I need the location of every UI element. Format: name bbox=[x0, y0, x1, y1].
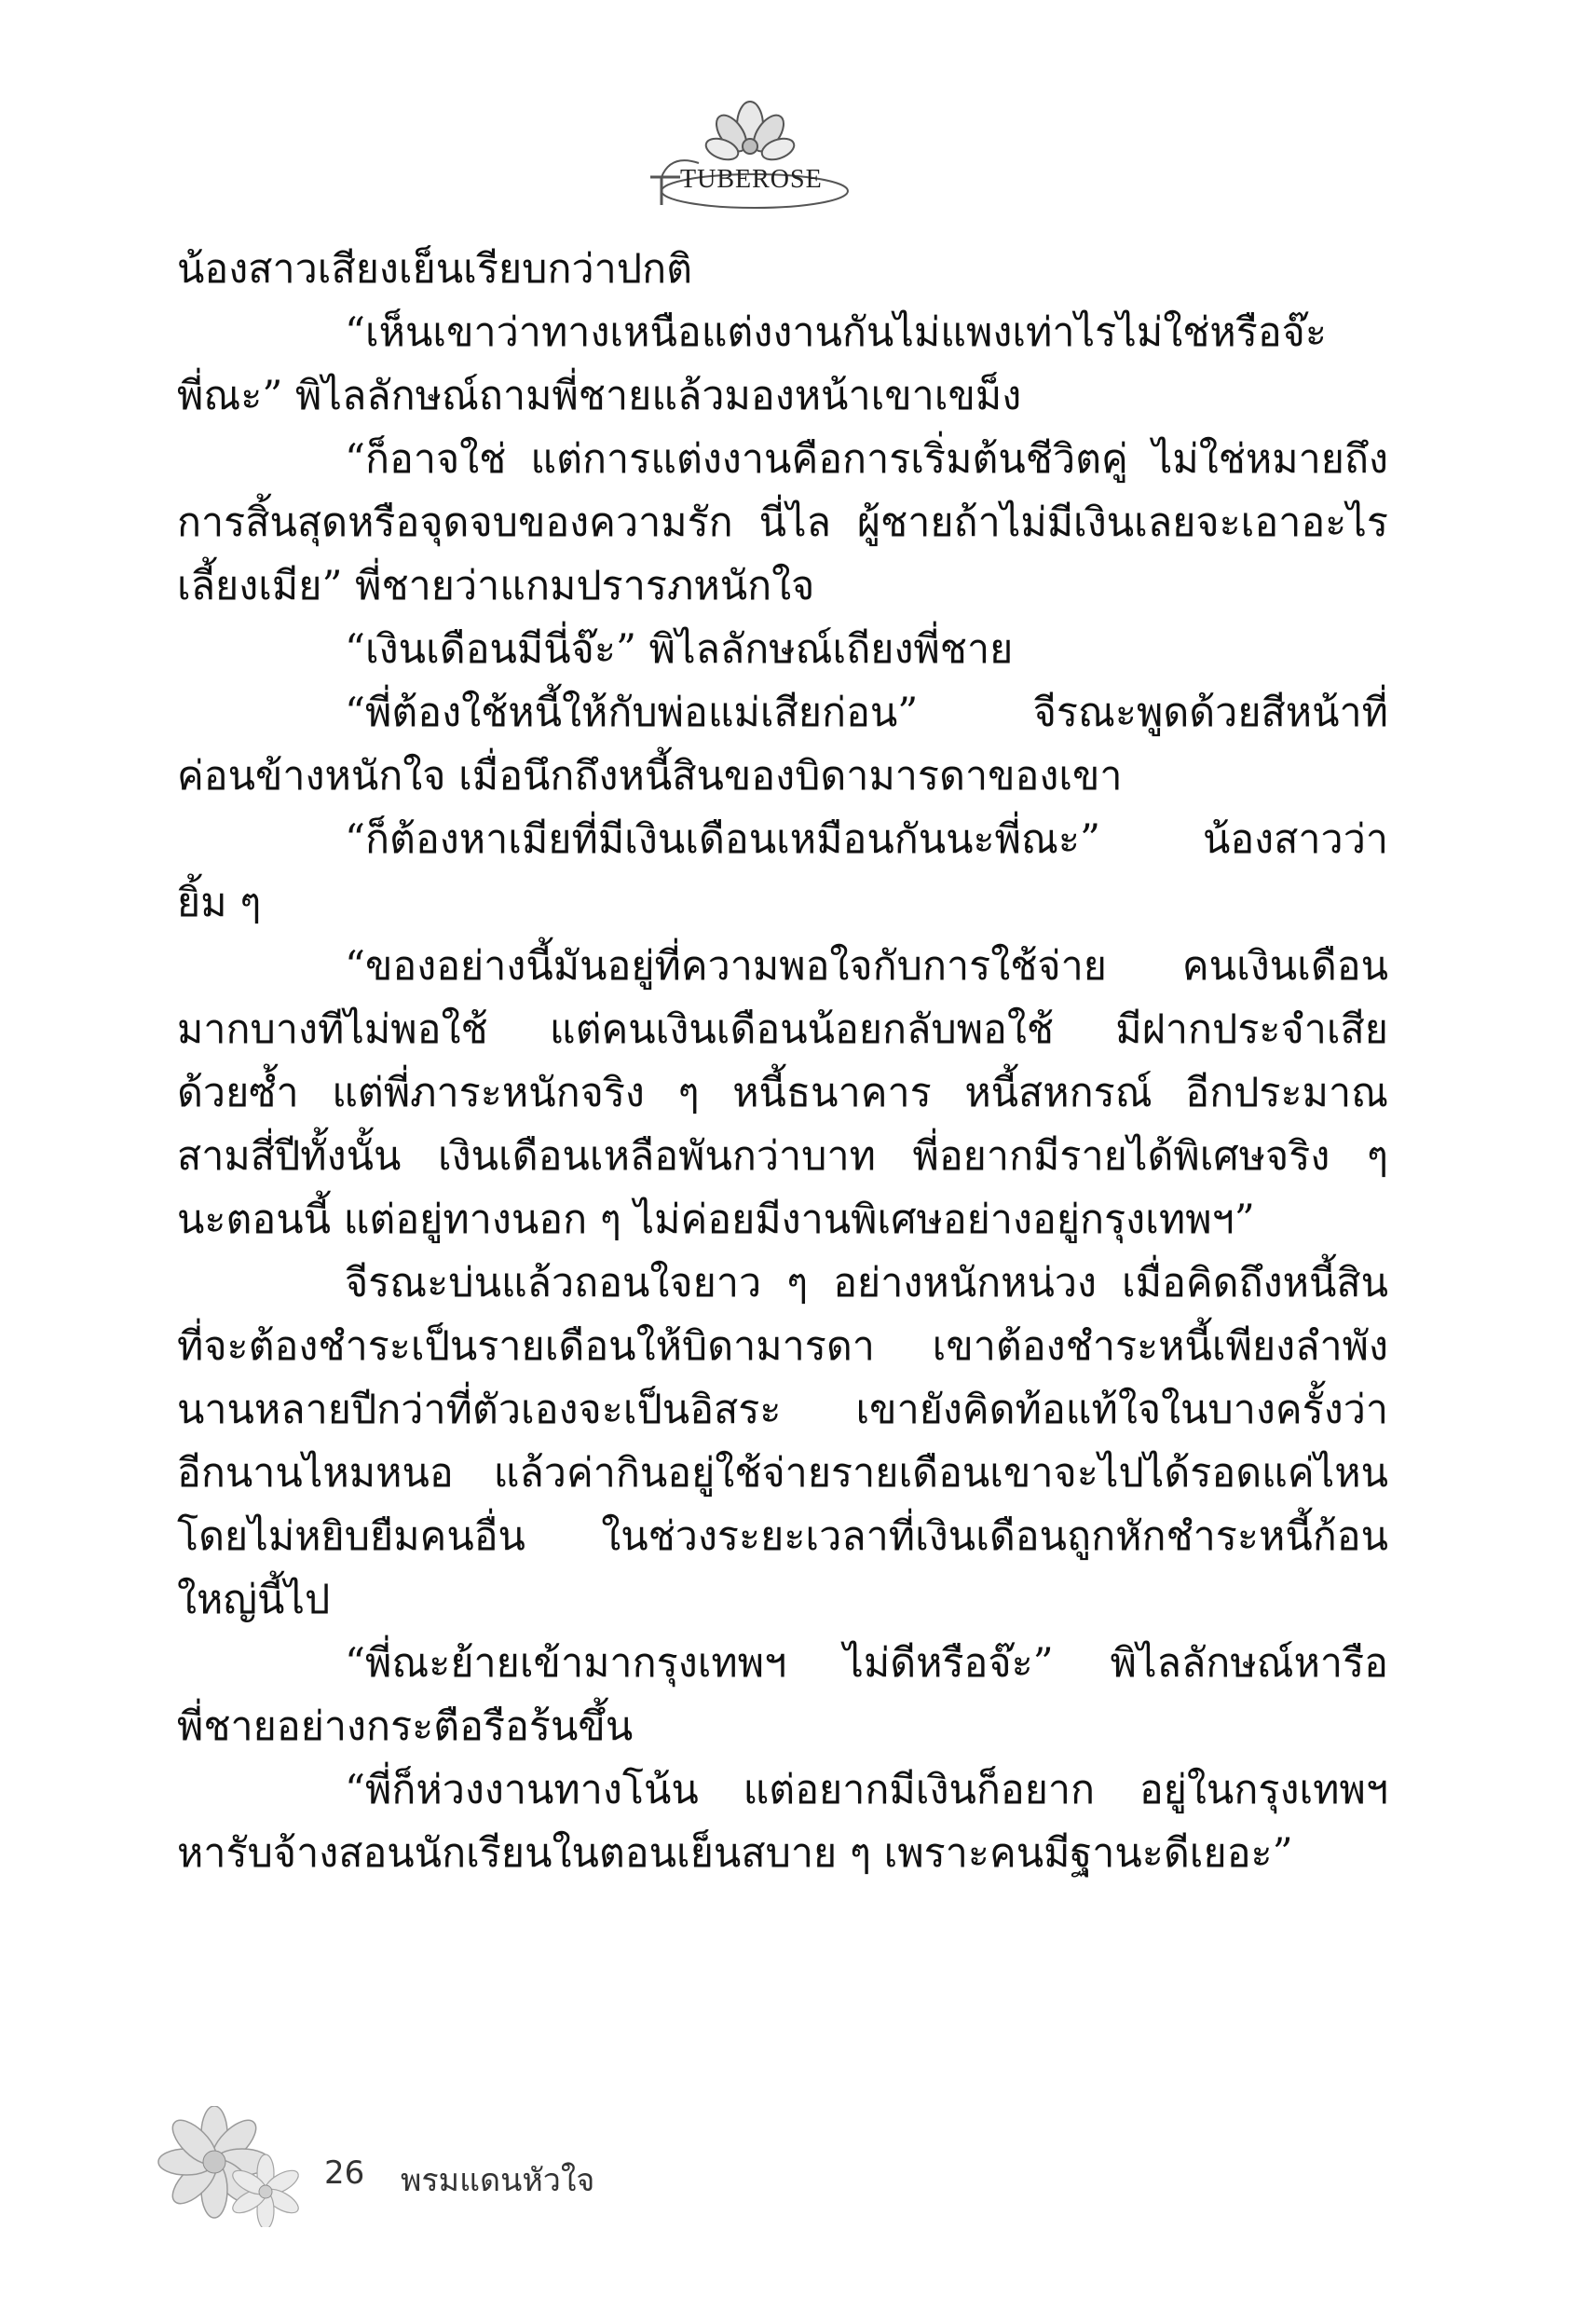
text-line: เลี้ยงเมีย” พี่ชายว่าแกมปรารภหนักใจ bbox=[177, 563, 815, 609]
text-line: “พี่ต้องใช้หนี้ให้กับพ่อแม่เสียก่อน” จีรณะพูดด้วยสีหน้าที่ bbox=[345, 690, 1388, 736]
text-line: ด้วยซ้ำ แต่พี่ภาระหนักจริง ๆ หนี้ธนาคาร หนี้สหกรณ์ อีกประมาณ bbox=[177, 1070, 1388, 1116]
text-line: พี่ณะ” พิไลลักษณ์ถามพี่ชายแล้วมองหน้าเขาเขม็ง bbox=[177, 373, 1022, 419]
text-line: ค่อนข้างหนักใจ เมื่อนึกถึงหนี้สินของบิดามารดาของเขา bbox=[177, 753, 1123, 800]
text-line: การสิ้นสุดหรือจุดจบของความรัก นี่ไล ผู้ชายถ้าไม่มีเงินเลยจะเอาอะไร bbox=[177, 499, 1388, 546]
text-line: โดยไม่หยิบยืมคนอื่น ในช่วงระยะเวลาที่เงินเดือนถูกหักชำระหนี้ก้อน bbox=[177, 1513, 1388, 1560]
flower-icon bbox=[149, 2106, 307, 2227]
text-line: มากบางทีไม่พอใช้ แต่คนเงินเดือนน้อยกลับพอใช้ มีฝากประจำเสีย bbox=[177, 1006, 1388, 1053]
text-line: น้องสาวเสียงเย็นเรียบกว่าปกติ bbox=[177, 246, 693, 293]
text-line: “ก็ต้องหาเมียที่มีเงินเดือนเหมือนกันนะพี่ณะ” น้องสาวว่า bbox=[345, 816, 1388, 863]
flower-logo-icon bbox=[643, 89, 857, 214]
tuberose-logo bbox=[643, 89, 857, 214]
text-line: นะตอนนี้ แต่อยู่ทางนอก ๆ ไม่ค่อยมีงานพิเศษอย่างอยู่กรุงเทพฯ” bbox=[177, 1197, 1255, 1243]
book-title: พรมแดนหัวใจ bbox=[401, 2162, 595, 2199]
text-line: “เห็นเขาว่าทางเหนือแต่งงานกันไม่แพงเท่าไรไม่ใช่หรือจ๊ะ bbox=[345, 309, 1327, 356]
text-line: “เงินเดือนมีนี่จ๊ะ” พิไลลักษณ์เถียงพี่ชาย bbox=[345, 626, 1014, 673]
page-number: 26 bbox=[324, 2154, 365, 2192]
text-line: “ก็อาจใช่ แต่การแต่งงานคือการเริ่มต้นชีวิตคู่ ไม่ใช่หมายถึง bbox=[345, 436, 1388, 483]
text-line: “พี่ก็ห่วงงานทางโน้น แต่อยากมีเงินก็อยาก อยู่ในกรุงเทพฯ bbox=[345, 1767, 1388, 1813]
text-line: ใหญ่นี้ไป bbox=[177, 1577, 331, 1623]
text-line: สามสี่ปีทั้งนั้น เงินเดือนเหลือพันกว่าบาท พี่อยากมีรายได้พิเศษจริง ๆ bbox=[177, 1133, 1388, 1180]
text-line: จีรณะบ่นแล้วถอนใจยาว ๆ อย่างหนักหน่วง เมื่อคิดถึงหนี้สิน bbox=[345, 1260, 1388, 1306]
text-line: ที่จะต้องชำระเป็นรายเดือนให้บิดามารดา เขาต้องชำระหนี้เพียงลำพัง bbox=[177, 1323, 1388, 1370]
text-line: “ของอย่างนี้มันอยู่ที่ความพอใจกับการใช้จ่าย คนเงินเดือน bbox=[345, 943, 1388, 990]
body-text bbox=[177, 238, 1388, 1885]
text-line: อีกนานไหมหนอ แล้วค่ากินอยู่ใช้จ่ายรายเดือนเขาจะไปได้รอดแค่ไหน bbox=[177, 1450, 1388, 1497]
text-line: “พี่ณะย้ายเข้ามากรุงเทพฯ ไม่ดีหรือจ๊ะ” พิไลลักษณ์หารือ bbox=[345, 1640, 1388, 1687]
text-line: นานหลายปีกว่าที่ตัวเองจะเป็นอิสระ เขายังคิดท้อแท้ใจในบางครั้งว่า bbox=[177, 1387, 1388, 1433]
text-line: พี่ชายอย่างกระตือรือร้นขึ้น bbox=[177, 1703, 634, 1750]
logo-text: TUBEROSE bbox=[680, 165, 823, 194]
page-footer bbox=[149, 2106, 801, 2236]
text-line: ยิ้ม ๆ bbox=[177, 880, 262, 926]
text-line: หารับจ้างสอนนักเรียนในตอนเย็นสบาย ๆ เพราะคนมีฐานะดีเยอะ” bbox=[177, 1830, 1293, 1877]
